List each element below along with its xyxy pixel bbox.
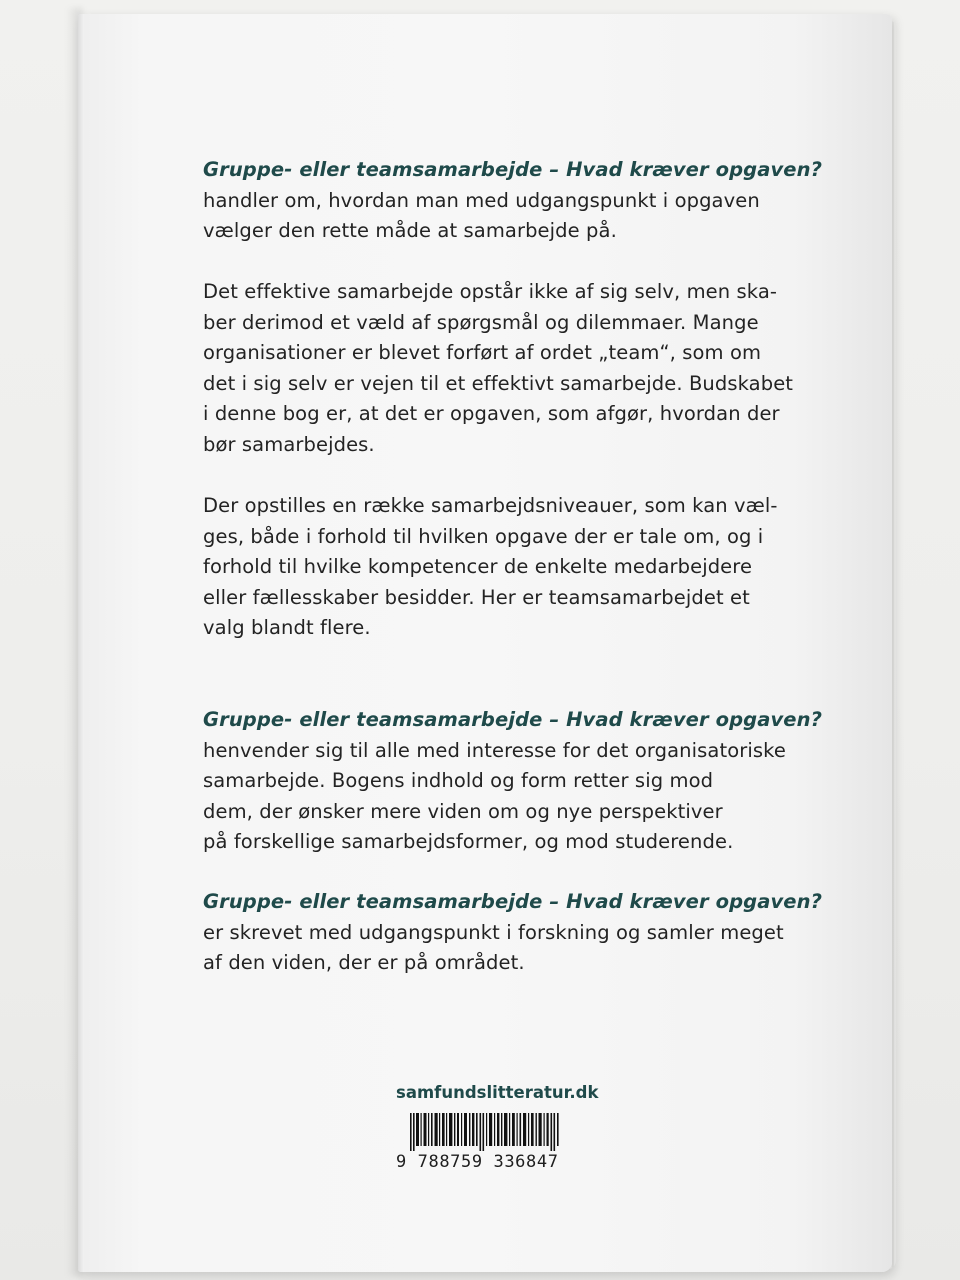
blurb-line: vælger den rette måde at samarbejde på. [203,219,617,243]
book-title: Gruppe- eller teamsamarbejde – Hvad kræver opgaven? [203,158,823,181]
blurb-line: henvender sig til alle med interesse for det organisatoriske [203,738,786,762]
barcode-icon [410,1113,560,1151]
blurb-line: ges, både i forhold til hvilken opgave der er tale om, og i [203,524,764,548]
blurb-line: er skrevet med udgangspunkt i forskning og samler meget [203,920,784,944]
blurb-line: på forskellige samarbejdsformer, og mod studerende. [203,830,734,854]
blurb-paragraph-4 [203,705,823,858]
blurb-line: organisationer er blevet forført af ordet „team“, som om [203,341,762,365]
blurb-paragraph-2 [203,277,803,461]
spine-edge [78,14,84,1272]
blurb-line: handler om, hvordan man med udgangspunkt i opgaven [203,188,760,212]
blurb-line: valg blandt flere. [203,616,371,640]
blurb-line: forhold til hvilke kompetencer de enkelte medarbejdere [203,555,753,579]
blurb-line: i denne bog er, at det er opgaven, som afgør, hvordan der [203,402,780,426]
isbn-number: 9 788759 336847 [396,1152,559,1172]
blurb-line: ber derimod et væld af spørgsmål og dilemmaer. Mange [203,310,759,334]
blurb-line: Der opstilles en række samarbejdsniveauer, som kan væl- [203,494,778,517]
blurb-line: af den viden, der er på området. [203,951,525,975]
blurb-paragraph-1 [203,155,823,247]
blurb-line: eller fællesskaber besidder. Her er teamsamarbejdet et [203,585,750,609]
blurb-line: det i sig selv er vejen til et effektivt samarbejde. Budskabet [203,371,794,395]
blurb-line: dem, der ønsker mere viden om og nye perspektiver [203,799,723,823]
blurb-line: bør samarbejdes. [203,432,375,456]
publisher-url: samfundslitteratur.dk [396,1083,599,1102]
blurb-line: samarbejde. Bogens indhold og form retter sig mod [203,769,714,793]
blurb-line: Det effektive samarbejde opstår ikke af sig selv, men ska- [203,280,778,303]
blurb-paragraph-5 [203,887,823,979]
blurb-paragraph-3 [203,491,803,644]
book-title: Gruppe- eller teamsamarbejde – Hvad kræver opgaven? [203,708,823,731]
book-title: Gruppe- eller teamsamarbejde – Hvad kræver opgaven? [203,890,823,913]
